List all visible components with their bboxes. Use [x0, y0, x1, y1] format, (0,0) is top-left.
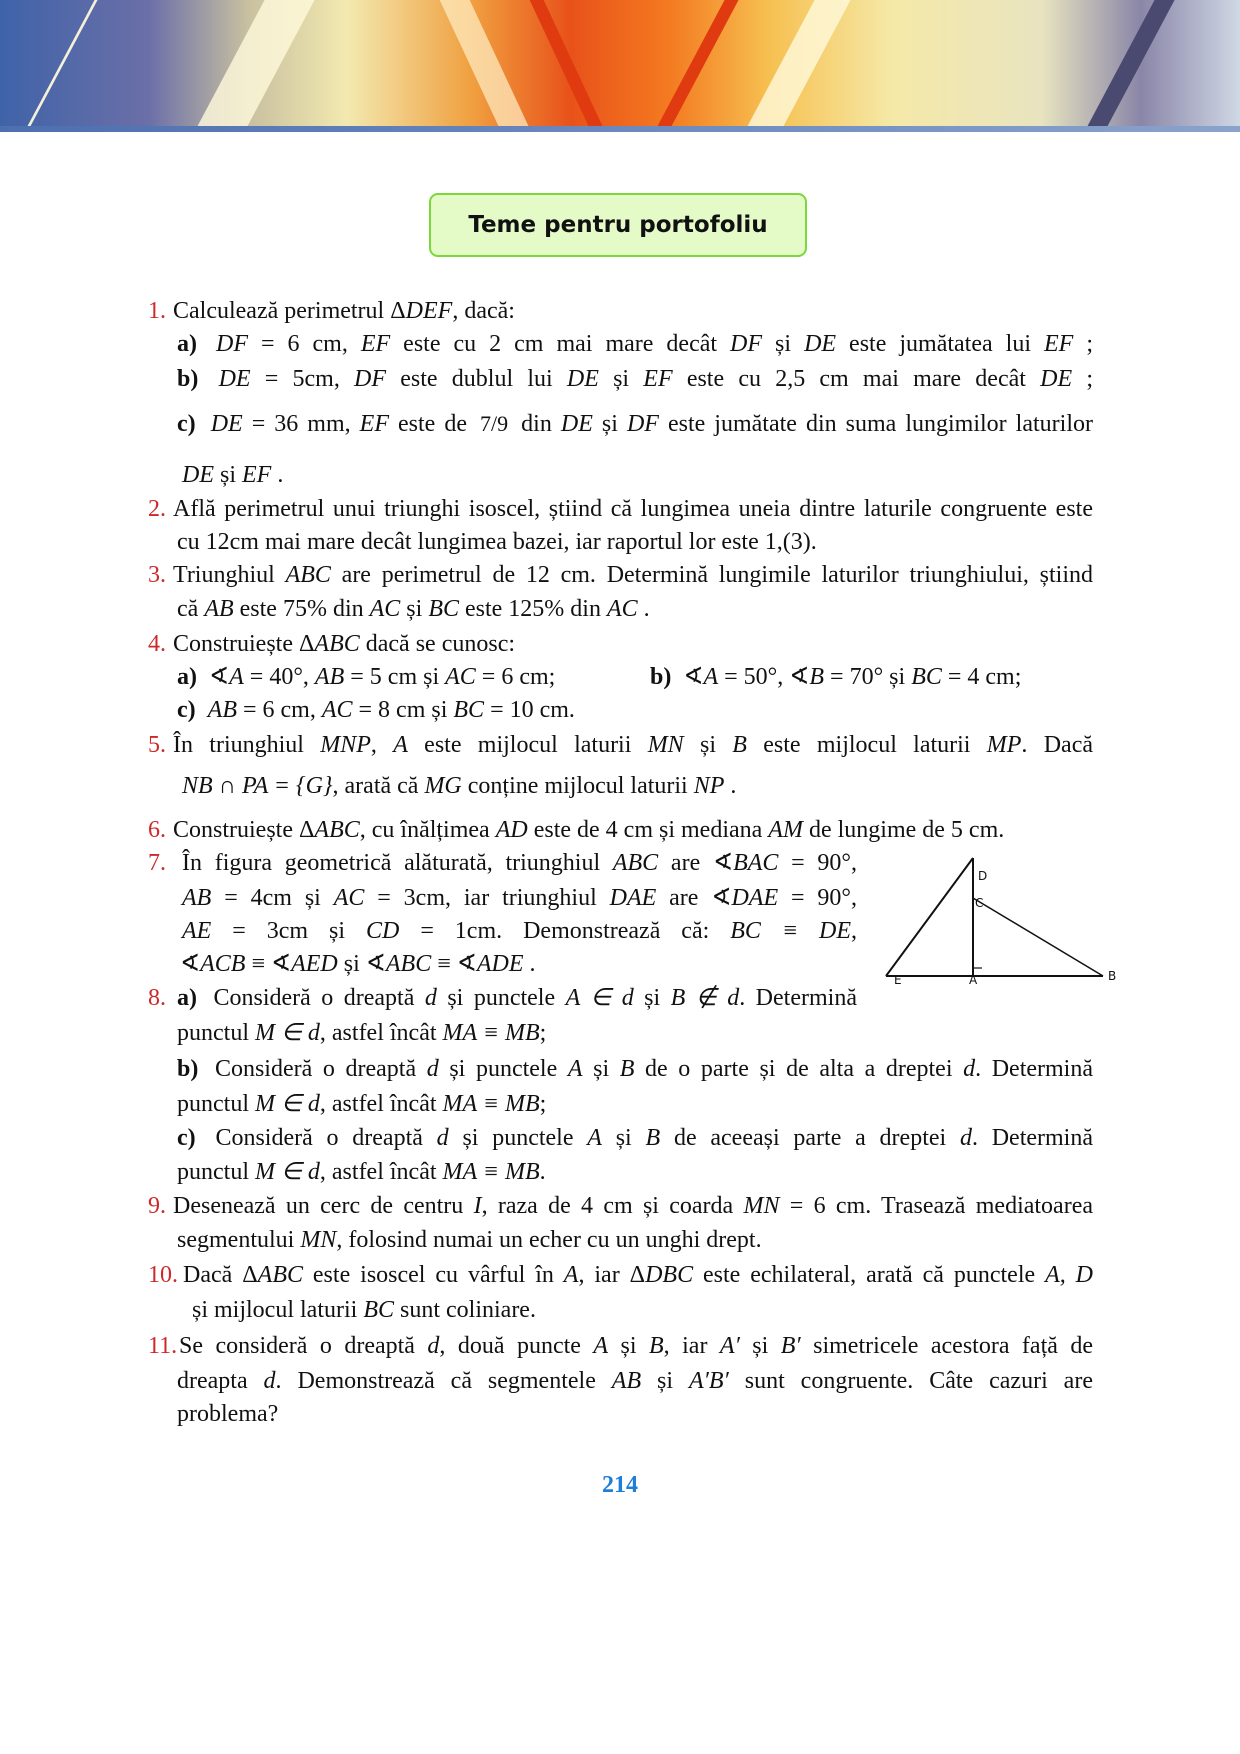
text-segment: , astfel încât: [319, 1159, 443, 1185]
math-expression: ABC: [612, 850, 659, 876]
math-expression: B′: [780, 1333, 801, 1359]
exercise-number: 8.: [148, 985, 166, 1011]
exercise-line: [183, 1260, 1093, 1290]
math-expression: BC ≡ DE: [730, 918, 851, 944]
math-expression: EF: [242, 462, 272, 488]
text-segment: = 5 cm și: [344, 664, 446, 690]
text-segment: și punctele: [448, 1125, 588, 1151]
subpoint-label: c): [177, 411, 196, 437]
text-segment: este jumătatea lui: [836, 331, 1044, 357]
text-segment: , iar: [663, 1333, 720, 1359]
label-B: B: [1108, 969, 1117, 983]
text-segment: segmentului: [177, 1227, 301, 1253]
triangle-figure: [870, 845, 1130, 985]
subpoint-label: c): [177, 697, 196, 723]
text-segment: . Determină: [739, 985, 857, 1011]
math-expression: MA ≡ MB: [442, 1091, 540, 1117]
exercise-line: [177, 409, 1093, 439]
text-segment: , arată că: [332, 773, 425, 799]
exercise-number: 5.: [148, 732, 166, 758]
exercise-line: [182, 460, 283, 490]
text-segment: și: [400, 596, 429, 622]
text-segment: ;: [539, 1020, 547, 1046]
text-segment: și mijlocul laturii: [192, 1297, 364, 1323]
math-expression: BC: [911, 664, 942, 690]
exercise-number: 6.: [148, 817, 166, 843]
subpoint-label: a): [177, 985, 197, 1011]
text-segment: , raza de 4 cm și coarda: [481, 1193, 744, 1219]
text-segment: ;: [539, 1091, 547, 1117]
subpoint-label: b): [177, 1056, 199, 1082]
math-expression: EF: [1044, 331, 1074, 357]
text-segment: și ∢: [337, 951, 386, 977]
text-segment: și: [601, 1125, 646, 1151]
exercise-number: 9.: [148, 1193, 166, 1219]
text-segment: este mijlocul laturii: [407, 732, 648, 758]
text-segment: este 75% din: [233, 596, 370, 622]
exercise-line: [177, 594, 650, 624]
text-segment: dacă se cunosc:: [359, 631, 516, 657]
text-segment: = 40°,: [243, 664, 315, 690]
math-expression: AC: [321, 697, 353, 723]
exercise-line: [177, 1399, 278, 1429]
text-segment: Construiește Δ: [173, 817, 315, 843]
label-E: E: [894, 973, 902, 985]
math-expression: d: [424, 985, 437, 1011]
subpoint-label: b): [650, 664, 672, 690]
text-segment: . Demonstrează că segmentele: [275, 1368, 612, 1394]
math-expression: AD: [495, 817, 528, 843]
text-segment: Consideră o dreaptă: [213, 985, 425, 1011]
text-segment: ∢: [209, 664, 230, 690]
text-segment: Consideră o dreaptă: [214, 1056, 427, 1082]
exercise-number: 7.: [148, 850, 166, 876]
text-segment: = 70° și: [824, 664, 912, 690]
fraction: 7/9: [480, 411, 509, 436]
text-segment: și: [633, 985, 671, 1011]
text-segment: ∢: [683, 664, 704, 690]
math-expression: EF: [643, 366, 673, 392]
text-segment: cu 12cm mai mare decât lungimea bazei, iar raportul lor este 1,(3).: [177, 529, 817, 555]
math-expression: NP: [693, 773, 725, 799]
math-expression: ABC: [314, 631, 360, 657]
label-A: A: [969, 973, 978, 985]
math-expression: AE: [182, 918, 212, 944]
math-expression: DE: [210, 411, 243, 437]
text-segment: ∢: [180, 951, 201, 977]
text-segment: = 6 cm;: [475, 664, 556, 690]
header-banner-image: [0, 0, 1240, 126]
text-segment: , două puncte: [439, 1333, 594, 1359]
math-expression: EF: [360, 331, 391, 357]
text-segment: simetricele acestora față de: [800, 1333, 1094, 1359]
math-expression: DF: [730, 331, 763, 357]
math-expression: d: [263, 1368, 276, 1394]
math-expression: A ∈ d: [565, 985, 634, 1011]
text-segment: , folosind numai un echer cu un unghi drept.: [336, 1227, 762, 1253]
exercise-number: 2.: [148, 496, 166, 522]
text-segment: punctul: [177, 1020, 255, 1046]
exercise-line: [177, 1018, 546, 1048]
text-segment: că: [177, 596, 205, 622]
text-segment: și: [598, 366, 644, 392]
math-expression: EF: [359, 411, 389, 437]
math-expression: d: [959, 1125, 972, 1151]
math-expression: A: [703, 664, 719, 690]
text-segment: .: [271, 462, 284, 488]
segment-ED: [886, 858, 973, 976]
text-segment: Dacă Δ: [183, 1262, 258, 1288]
section-title: Teme pentru portofoliu: [429, 193, 807, 257]
text-segment: ;: [1072, 366, 1093, 392]
text-segment: ,: [370, 732, 394, 758]
segment-CB: [973, 898, 1103, 976]
text-segment: = 5cm,: [250, 366, 355, 392]
math-expression: DAE: [731, 885, 779, 911]
text-segment: și: [641, 1368, 689, 1394]
math-expression: B: [732, 732, 747, 758]
math-expression: DE: [560, 411, 593, 437]
header-divider: [0, 126, 1240, 132]
exercise-line: [177, 983, 857, 1013]
text-segment: Triunghiul: [173, 562, 286, 588]
text-segment: și: [592, 411, 627, 437]
text-segment: = 90°,: [778, 850, 858, 876]
exercise-line: [177, 364, 1093, 394]
text-segment: sunt coliniare.: [394, 1297, 536, 1323]
text-segment: are ∢: [658, 850, 734, 876]
math-expression: A, D: [1045, 1262, 1094, 1288]
math-expression: MN: [647, 732, 684, 758]
exercise-line: [182, 883, 857, 913]
subpoint-label: a): [177, 331, 197, 357]
exercise-line: [177, 695, 575, 725]
text-segment: = 3cm și: [211, 918, 367, 944]
math-expression: AM: [768, 817, 803, 843]
math-expression: DE: [182, 462, 214, 488]
exercise-line: [180, 949, 536, 979]
math-expression: DEF: [405, 298, 453, 324]
math-expression: AB: [207, 697, 237, 723]
text-segment: , iar Δ: [578, 1262, 646, 1288]
text-segment: ≡ ∢: [245, 951, 292, 977]
subpoint-label: c): [177, 1125, 196, 1151]
text-segment: ,: [851, 918, 857, 944]
math-expression: B: [645, 1125, 661, 1151]
label-C: C: [975, 896, 984, 910]
exercise-line: [173, 1191, 1093, 1221]
exercise-line: [177, 1054, 1093, 1084]
text-segment: și: [739, 1333, 781, 1359]
exercise-number: 4.: [148, 631, 166, 657]
text-segment: = 4cm și: [211, 885, 334, 911]
text-segment: este de: [388, 411, 477, 437]
text-segment: .: [523, 951, 536, 977]
text-segment: Consideră o dreaptă: [215, 1125, 437, 1151]
math-expression: d: [427, 1333, 440, 1359]
text-segment: .: [539, 1159, 546, 1185]
text-segment: Calculează perimetrul Δ: [173, 298, 406, 324]
text-segment: și: [762, 331, 805, 357]
text-segment: . Determină: [975, 1056, 1094, 1082]
subpoint-label: a): [177, 664, 197, 690]
math-expression: BC: [453, 697, 485, 723]
exercise-line: [182, 916, 857, 946]
text-segment: problema?: [177, 1401, 279, 1427]
text-segment: = 36 mm,: [242, 411, 360, 437]
math-expression: BC: [363, 1297, 394, 1323]
math-expression: BC: [428, 596, 459, 622]
text-segment: . Determină: [971, 1125, 1094, 1151]
math-expression: M ∈ d: [255, 1020, 320, 1046]
math-expression: MN: [300, 1227, 337, 1253]
text-segment: = 3cm, iar triunghiul: [364, 885, 610, 911]
text-segment: și punctele: [438, 1056, 568, 1082]
exercise-line: [173, 815, 1004, 845]
math-expression: DE: [804, 331, 837, 357]
math-expression: BAC: [733, 850, 779, 876]
math-expression: DE: [566, 366, 599, 392]
text-segment: = 6 cm,: [236, 697, 322, 723]
text-segment: În triunghiul: [173, 732, 321, 758]
text-segment: punctul: [177, 1091, 255, 1117]
text-segment: este jumătate din suma lungimilor laturilor: [658, 411, 1093, 437]
text-segment: = 10 cm.: [484, 697, 575, 723]
math-expression: AC: [606, 596, 638, 622]
math-expression: AB: [204, 596, 234, 622]
math-expression: ABC: [314, 817, 360, 843]
text-segment: de lungime de 5 cm.: [802, 817, 1005, 843]
text-segment: Se consideră o dreaptă: [179, 1333, 428, 1359]
math-expression: NB ∩ PA = {G}: [182, 773, 333, 799]
math-expression: MA ≡ MB: [442, 1020, 540, 1046]
math-expression: AB: [182, 885, 212, 911]
text-segment: este cu 2 cm mai mare decât: [390, 331, 731, 357]
math-expression: DE: [1040, 366, 1073, 392]
math-expression: A: [563, 1262, 579, 1288]
math-expression: d: [963, 1056, 976, 1082]
exercise-line: [650, 662, 1021, 692]
text-segment: de aceeași parte a dreptei: [660, 1125, 960, 1151]
math-expression: AC: [369, 596, 401, 622]
exercise-line: [173, 296, 515, 326]
math-expression: DE: [218, 366, 251, 392]
text-segment: Află perimetrul unui triunghi isoscel, știind că lungimea uneia dintre laturile congruente este: [173, 496, 1093, 522]
text-segment: punctul: [177, 1159, 255, 1185]
exercise-line: [177, 1225, 762, 1255]
text-segment: , astfel încât: [319, 1020, 443, 1046]
math-expression: B: [809, 664, 825, 690]
exercise-line: [177, 662, 555, 692]
exercise-number: 11.: [148, 1333, 178, 1359]
text-segment: , dacă:: [452, 298, 515, 324]
text-segment: . Dacă: [1021, 732, 1094, 758]
text-segment: este cu 2,5 cm mai mare decât: [672, 366, 1041, 392]
math-expression: d: [436, 1125, 449, 1151]
exercise-line: [179, 1331, 1093, 1361]
math-expression: ABC: [385, 951, 432, 977]
text-segment: are ∢: [656, 885, 732, 911]
exercise-line: [182, 771, 736, 801]
math-expression: d: [426, 1056, 439, 1082]
text-segment: este mijlocul laturii: [746, 732, 987, 758]
text-segment: = 4 cm;: [941, 664, 1022, 690]
text-segment: și punctele: [436, 985, 566, 1011]
math-expression: AED: [291, 951, 338, 977]
math-expression: B: [649, 1333, 664, 1359]
math-expression: ABC: [285, 562, 331, 588]
text-segment: și: [608, 1333, 649, 1359]
math-expression: A: [229, 664, 244, 690]
text-segment: este dublul lui: [386, 366, 567, 392]
exercise-number: 3.: [148, 562, 166, 588]
exercise-number: 1.: [148, 298, 166, 324]
math-expression: A′B′: [688, 1368, 729, 1394]
math-expression: DAE: [609, 885, 657, 911]
text-segment: = 50°, ∢: [718, 664, 810, 690]
exercise-line: [177, 1157, 546, 1187]
exercise-line: [177, 1123, 1093, 1153]
text-segment: = 6 cm. Trasează mediatoarea: [779, 1193, 1094, 1219]
text-segment: ≡ ∢: [431, 951, 477, 977]
text-segment: sunt congruente. Câte cazuri are: [728, 1368, 1093, 1394]
text-segment: și: [582, 1056, 620, 1082]
text-segment: = 1cm. Demonstrează că:: [399, 918, 731, 944]
text-segment: este 125% din: [458, 596, 607, 622]
math-expression: B ∉ d: [670, 985, 740, 1011]
text-segment: , cu înălțimea: [359, 817, 496, 843]
exercise-line: [182, 848, 857, 878]
exercise-line: [173, 629, 515, 659]
math-expression: ABC: [257, 1262, 303, 1288]
text-segment: este echilateral, arată că punctele: [693, 1262, 1046, 1288]
math-expression: MP: [986, 732, 1022, 758]
text-segment: Construiește Δ: [173, 631, 315, 657]
math-expression: AC: [333, 885, 365, 911]
text-segment: de o parte și de alta a dreptei: [634, 1056, 964, 1082]
exercise-line: [173, 730, 1093, 760]
math-expression: MA ≡ MB: [442, 1159, 540, 1185]
text-segment: și: [683, 732, 733, 758]
text-segment: În figura geometrică alăturată, triunghiul: [182, 850, 613, 876]
math-expression: DBC: [645, 1262, 694, 1288]
math-expression: MN: [743, 1193, 780, 1219]
text-segment: are perimetrul de 12 cm. Determină lungimile laturilor triunghiului, știind: [330, 562, 1093, 588]
text-segment: .: [724, 773, 737, 799]
exercise-line: [177, 1089, 546, 1119]
text-segment: .: [637, 596, 650, 622]
exercise-line: [177, 527, 817, 557]
text-segment: = 90°,: [778, 885, 857, 911]
subpoint-label: b): [177, 366, 199, 392]
text-segment: din: [512, 411, 561, 437]
math-expression: DF: [354, 366, 387, 392]
math-expression: ADE: [476, 951, 524, 977]
label-D: D: [978, 869, 988, 883]
text-segment: conține mijlocul laturii: [461, 773, 694, 799]
text-segment: , astfel încât: [319, 1091, 443, 1117]
text-segment: dreapta: [177, 1368, 264, 1394]
text-segment: = 8 cm și: [352, 697, 454, 723]
math-expression: MG: [424, 773, 462, 799]
math-expression: ACB: [200, 951, 246, 977]
text-segment: Desenează un cerc de centru: [173, 1193, 474, 1219]
text-segment: este de 4 cm și mediana: [527, 817, 769, 843]
exercise-line: [173, 494, 1093, 524]
math-expression: M ∈ d: [255, 1091, 320, 1117]
math-expression: AB: [611, 1368, 642, 1394]
math-expression: A: [593, 1333, 609, 1359]
math-expression: A: [587, 1125, 602, 1151]
exercise-line: [173, 560, 1093, 590]
text-segment: ;: [1073, 331, 1093, 357]
math-expression: DF: [626, 411, 659, 437]
text-segment: și: [214, 462, 243, 488]
math-expression: B: [619, 1056, 635, 1082]
math-expression: DF: [216, 331, 248, 357]
math-expression: MNP: [320, 732, 371, 758]
math-expression: A: [567, 1056, 583, 1082]
page-number: 214: [602, 1472, 638, 1498]
math-expression: CD: [366, 918, 400, 944]
exercise-line: [192, 1295, 536, 1325]
math-expression: AB: [314, 664, 345, 690]
math-expression: M ∈ d: [255, 1159, 320, 1185]
text-segment: = 6 cm,: [248, 331, 361, 357]
exercise-line: [177, 1366, 1093, 1396]
exercise-line: [177, 329, 1093, 359]
math-expression: AC: [445, 664, 476, 690]
math-expression: A′: [719, 1333, 740, 1359]
math-expression: A: [393, 732, 408, 758]
exercise-number: 10.: [148, 1262, 178, 1288]
math-expression: I: [473, 1193, 482, 1219]
text-segment: este isoscel cu vârful în: [302, 1262, 564, 1288]
